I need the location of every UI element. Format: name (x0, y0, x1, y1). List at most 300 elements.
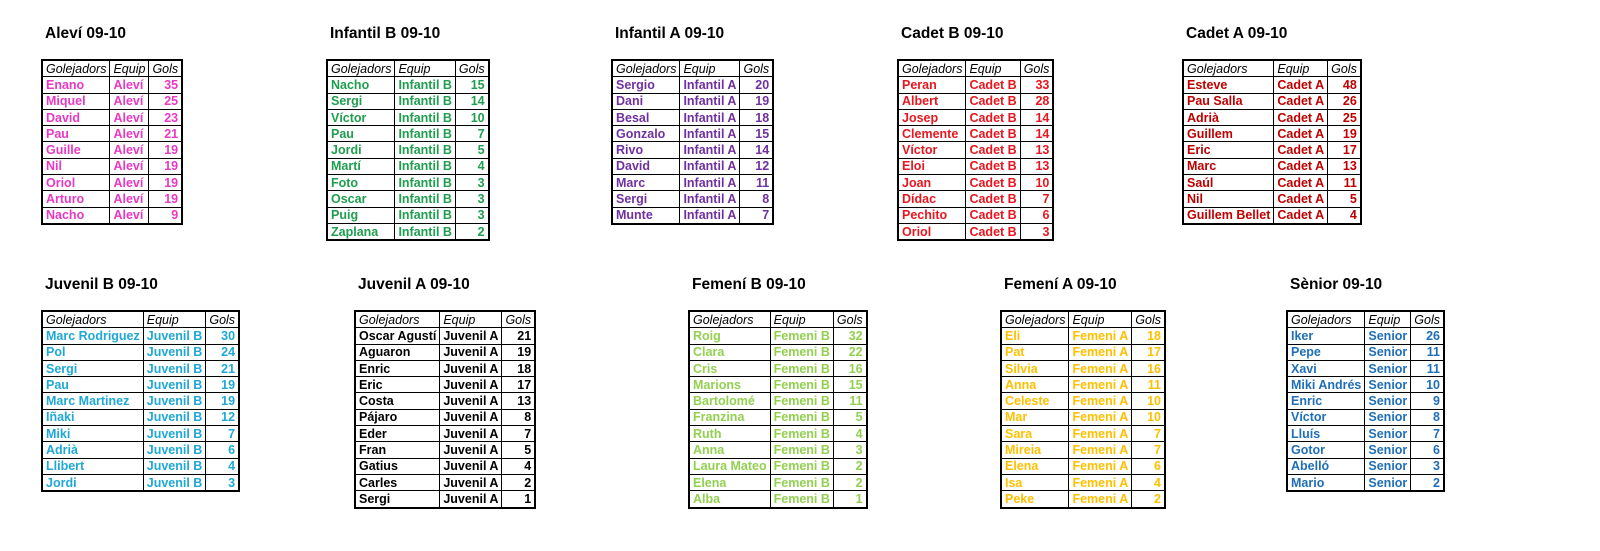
header-row (1001, 311, 1165, 328)
table-row (327, 158, 489, 174)
header-row (42, 311, 239, 328)
team-cell: Juvenil B (143, 442, 206, 458)
table-row (1183, 142, 1361, 158)
goals-cell: 7 (1132, 442, 1165, 458)
player-cell: Enric (1287, 393, 1365, 409)
player-cell: Pau Salla (1183, 93, 1274, 109)
goals-cell: 6 (206, 442, 239, 458)
goals-cell: 35 (149, 77, 182, 93)
team-cell: Aleví (110, 109, 149, 125)
table-row (1001, 360, 1165, 376)
header-player: Golejadors (1287, 311, 1365, 328)
header-goals: Gols (502, 311, 535, 328)
table-title: Infantil B 09-10 (330, 25, 441, 42)
player-cell: Jordi (42, 474, 143, 491)
header-player: Golejadors (42, 311, 143, 328)
player-cell: Eric (1183, 142, 1274, 158)
table-row (612, 77, 773, 93)
table-row (898, 191, 1053, 207)
team-cell: Senior (1365, 360, 1411, 376)
player-cell: Isa (1001, 474, 1069, 490)
team-cell: Aleví (110, 142, 149, 158)
player-cell: Enano (42, 77, 110, 93)
goals-cell: 26 (1411, 328, 1444, 344)
header-row (355, 311, 535, 328)
scorers-table (897, 59, 1054, 241)
team-cell: Cadet A (1274, 207, 1328, 224)
table-row (355, 393, 535, 409)
team-cell: Cadet B (966, 109, 1020, 125)
table-row (355, 426, 535, 442)
header-player: Golejadors (327, 60, 395, 77)
table-row (42, 393, 239, 409)
team-cell: Juvenil B (143, 377, 206, 393)
team-cell: Infantil A (680, 191, 740, 207)
table-row (1001, 344, 1165, 360)
goals-cell: 30 (206, 328, 239, 344)
table-row (42, 77, 182, 93)
table-row (898, 126, 1053, 142)
table-row (1287, 474, 1444, 491)
player-cell: Eric (355, 377, 440, 393)
goals-cell: 6 (1020, 207, 1053, 223)
team-cell: Aleví (110, 93, 149, 109)
table-row (689, 344, 867, 360)
player-cell: Clara (689, 344, 770, 360)
team-cell: Infantil B (395, 175, 455, 191)
goals-cell: 7 (502, 426, 535, 442)
table-title: Juvenil B 09-10 (45, 276, 158, 293)
scorers-table (1286, 310, 1445, 492)
player-cell: David (42, 109, 110, 125)
player-cell: Elena (1001, 458, 1069, 474)
player-cell: Gotor (1287, 442, 1365, 458)
table-row (1287, 442, 1444, 458)
header-goals: Gols (1411, 311, 1444, 328)
table-row (42, 409, 239, 425)
goals-cell: 11 (1411, 344, 1444, 360)
table-row (327, 175, 489, 191)
team-cell: Infantil A (680, 142, 740, 158)
scorers-table (1182, 59, 1362, 225)
player-cell: Nil (1183, 191, 1274, 207)
header-team: Equip (966, 60, 1020, 77)
team-cell: Aleví (110, 126, 149, 142)
goals-cell: 13 (1020, 158, 1053, 174)
player-cell: Adrià (42, 442, 143, 458)
table-row (355, 458, 535, 474)
player-cell: Oriol (898, 223, 966, 240)
player-cell: Munte (612, 207, 680, 224)
team-cell: Femeni B (770, 409, 833, 425)
goals-cell: 15 (833, 377, 866, 393)
goals-cell: 19 (149, 142, 182, 158)
goals-cell: 17 (502, 377, 535, 393)
goals-cell: 15 (455, 77, 488, 93)
team-cell: Infantil B (395, 158, 455, 174)
team-cell: Cadet B (966, 158, 1020, 174)
team-cell: Senior (1365, 474, 1411, 491)
header-goals: Gols (833, 311, 866, 328)
table-row (355, 474, 535, 490)
table-row (1183, 126, 1361, 142)
table-row (355, 360, 535, 376)
goals-cell: 5 (833, 409, 866, 425)
table-row (1287, 360, 1444, 376)
player-cell: Albert (898, 93, 966, 109)
table-title: Cadet A 09-10 (1186, 25, 1288, 42)
player-cell: Cris (689, 360, 770, 376)
player-cell: Silvia (1001, 360, 1069, 376)
goals-cell: 17 (1328, 142, 1361, 158)
table-row (1001, 426, 1165, 442)
player-cell: Roig (689, 328, 770, 344)
player-cell: Mar (1001, 409, 1069, 425)
player-cell: Miquel (42, 93, 110, 109)
player-cell: Marc (612, 175, 680, 191)
team-cell: Femeni A (1069, 458, 1132, 474)
table-row (42, 328, 239, 344)
header-row (612, 60, 773, 77)
table-row (898, 223, 1053, 240)
table-row (42, 426, 239, 442)
player-cell: Oscar Agustí (355, 328, 440, 344)
goals-cell: 10 (1132, 409, 1165, 425)
team-cell: Infantil A (680, 93, 740, 109)
team-cell: Senior (1365, 377, 1411, 393)
table-row (355, 328, 535, 344)
team-cell: Juvenil A (440, 328, 502, 344)
team-cell: Infantil B (395, 191, 455, 207)
team-cell: Senior (1365, 426, 1411, 442)
player-cell: Enric (355, 360, 440, 376)
player-cell: Carles (355, 474, 440, 490)
player-cell: Pat (1001, 344, 1069, 360)
team-cell: Infantil B (395, 142, 455, 158)
table-row (1287, 393, 1444, 409)
team-cell: Femeni A (1069, 393, 1132, 409)
player-cell: Víctor (1287, 409, 1365, 425)
table-row (42, 93, 182, 109)
team-cell: Femeni A (1069, 442, 1132, 458)
goals-cell: 8 (740, 191, 773, 207)
goals-cell: 4 (1328, 207, 1361, 224)
table-row (612, 109, 773, 125)
goals-cell: 25 (1328, 109, 1361, 125)
table-row (898, 77, 1053, 93)
team-cell: Femeni A (1069, 360, 1132, 376)
team-cell: Cadet B (966, 93, 1020, 109)
player-cell: Eloi (898, 158, 966, 174)
player-cell: Miki Andrés (1287, 377, 1365, 393)
player-cell: Peke (1001, 491, 1069, 508)
goals-cell: 9 (149, 207, 182, 224)
team-cell: Femeni A (1069, 409, 1132, 425)
team-cell: Femeni B (770, 360, 833, 376)
goals-cell: 2 (502, 474, 535, 490)
goals-cell: 3 (455, 207, 488, 223)
goals-cell: 13 (1328, 158, 1361, 174)
header-player: Golejadors (1183, 60, 1274, 77)
table-row (612, 207, 773, 224)
player-cell: Fran (355, 442, 440, 458)
table-row (1001, 458, 1165, 474)
team-cell: Juvenil A (440, 474, 502, 490)
table-row (327, 191, 489, 207)
team-cell: Senior (1365, 344, 1411, 360)
team-cell: Femeni B (770, 491, 833, 508)
player-cell: Foto (327, 175, 395, 191)
goals-cell: 6 (1411, 442, 1444, 458)
goals-cell: 19 (206, 377, 239, 393)
team-cell: Cadet A (1274, 142, 1328, 158)
player-cell: Bartolomé (689, 393, 770, 409)
player-cell: Eder (355, 426, 440, 442)
player-cell: Costa (355, 393, 440, 409)
table-row (689, 442, 867, 458)
player-cell: Lluís (1287, 426, 1365, 442)
goals-cell: 11 (1411, 360, 1444, 376)
player-cell: Sara (1001, 426, 1069, 442)
scorers-table (354, 310, 536, 509)
goals-cell: 3 (1020, 223, 1053, 240)
team-cell: Cadet A (1274, 191, 1328, 207)
player-cell: Sergi (355, 491, 440, 508)
team-cell: Femeni B (770, 442, 833, 458)
table-row (689, 393, 867, 409)
team-cell: Aleví (110, 175, 149, 191)
table-row (689, 409, 867, 425)
table-row (1287, 409, 1444, 425)
team-cell: Infantil A (680, 158, 740, 174)
goals-cell: 7 (206, 426, 239, 442)
scorers-table (41, 59, 183, 225)
team-cell: Senior (1365, 458, 1411, 474)
goals-cell: 19 (149, 158, 182, 174)
player-cell: Gonzalo (612, 126, 680, 142)
team-cell: Juvenil A (440, 491, 502, 508)
header-team: Equip (395, 60, 455, 77)
team-cell: Femeni B (770, 393, 833, 409)
table-row (327, 93, 489, 109)
table-row (689, 474, 867, 490)
player-cell: Jordi (327, 142, 395, 158)
table-row (612, 142, 773, 158)
table-row (1001, 377, 1165, 393)
scorers-table (688, 310, 868, 509)
table-row (1001, 393, 1165, 409)
goals-cell: 12 (206, 409, 239, 425)
header-row (327, 60, 489, 77)
goals-cell: 2 (1411, 474, 1444, 491)
player-cell: Aguaron (355, 344, 440, 360)
team-cell: Cadet A (1274, 93, 1328, 109)
team-cell: Aleví (110, 191, 149, 207)
player-cell: Dani (612, 93, 680, 109)
goals-cell: 14 (1020, 126, 1053, 142)
player-cell: Iñaki (42, 409, 143, 425)
header-team: Equip (680, 60, 740, 77)
header-player: Golejadors (689, 311, 770, 328)
table-row (1287, 377, 1444, 393)
header-goals: Gols (455, 60, 488, 77)
team-cell: Aleví (110, 207, 149, 224)
team-cell: Femeni B (770, 474, 833, 490)
table-title: Aleví 09-10 (45, 25, 126, 42)
goals-cell: 7 (1132, 426, 1165, 442)
player-cell: Dídac (898, 191, 966, 207)
table-row (42, 344, 239, 360)
goals-cell: 19 (149, 175, 182, 191)
table-title: Femení A 09-10 (1004, 276, 1117, 293)
goals-cell: 1 (833, 491, 866, 508)
goals-cell: 18 (502, 360, 535, 376)
team-cell: Infantil B (395, 223, 455, 240)
team-cell: Juvenil A (440, 409, 502, 425)
team-cell: Juvenil B (143, 458, 206, 474)
team-cell: Infantil B (395, 126, 455, 142)
team-cell: Juvenil B (143, 426, 206, 442)
team-cell: Femeni A (1069, 344, 1132, 360)
header-goals: Gols (1020, 60, 1053, 77)
goals-cell: 18 (740, 109, 773, 125)
player-cell: Nacho (42, 207, 110, 224)
team-cell: Cadet A (1274, 158, 1328, 174)
goals-cell: 19 (502, 344, 535, 360)
table-row (42, 474, 239, 491)
team-cell: Juvenil B (143, 360, 206, 376)
player-cell: Besal (612, 109, 680, 125)
team-cell: Juvenil A (440, 458, 502, 474)
table-row (1001, 491, 1165, 508)
header-goals: Gols (1132, 311, 1165, 328)
goals-cell: 4 (206, 458, 239, 474)
goals-cell: 19 (740, 93, 773, 109)
scorers-table (41, 310, 240, 492)
table-row (1287, 344, 1444, 360)
team-cell: Infantil B (395, 93, 455, 109)
team-cell: Senior (1365, 393, 1411, 409)
table-row (42, 175, 182, 191)
goals-cell: 4 (833, 426, 866, 442)
player-cell: Eli (1001, 328, 1069, 344)
team-cell: Aleví (110, 77, 149, 93)
goals-cell: 9 (1411, 393, 1444, 409)
team-cell: Juvenil B (143, 393, 206, 409)
table-row (355, 377, 535, 393)
team-cell: Cadet B (966, 175, 1020, 191)
table-row (689, 360, 867, 376)
goals-cell: 6 (1132, 458, 1165, 474)
team-cell: Juvenil A (440, 442, 502, 458)
goals-cell: 19 (149, 191, 182, 207)
player-cell: Sergio (612, 77, 680, 93)
goals-cell: 3 (206, 474, 239, 491)
player-cell: Puig (327, 207, 395, 223)
table-row (42, 142, 182, 158)
player-cell: Iker (1287, 328, 1365, 344)
team-cell: Aleví (110, 158, 149, 174)
goals-cell: 8 (502, 409, 535, 425)
team-cell: Cadet A (1274, 109, 1328, 125)
player-cell: Saúl (1183, 175, 1274, 191)
team-cell: Cadet B (966, 77, 1020, 93)
team-cell: Cadet B (966, 142, 1020, 158)
player-cell: Sergi (327, 93, 395, 109)
table-row (327, 223, 489, 240)
team-cell: Cadet B (966, 126, 1020, 142)
goals-cell: 4 (455, 158, 488, 174)
player-cell: Sergi (612, 191, 680, 207)
goals-cell: 21 (149, 126, 182, 142)
player-cell: Joan (898, 175, 966, 191)
table-row (355, 442, 535, 458)
goals-cell: 4 (502, 458, 535, 474)
goals-cell: 33 (1020, 77, 1053, 93)
goals-cell: 12 (740, 158, 773, 174)
player-cell: Pol (42, 344, 143, 360)
table-title: Cadet B 09-10 (901, 25, 1004, 42)
team-cell: Femeni B (770, 328, 833, 344)
player-cell: Anna (1001, 377, 1069, 393)
table-row (1183, 175, 1361, 191)
player-cell: Elena (689, 474, 770, 490)
player-cell: Guillem (1183, 126, 1274, 142)
goals-cell: 23 (149, 109, 182, 125)
player-cell: Pepe (1287, 344, 1365, 360)
player-cell: Mireia (1001, 442, 1069, 458)
scorers-table (326, 59, 490, 241)
goals-cell: 20 (740, 77, 773, 93)
player-cell: Marc (1183, 158, 1274, 174)
goals-cell: 32 (833, 328, 866, 344)
goals-cell: 21 (206, 360, 239, 376)
table-row (42, 126, 182, 142)
table-row (612, 158, 773, 174)
goals-cell: 7 (455, 126, 488, 142)
player-cell: Pechito (898, 207, 966, 223)
player-cell: Celeste (1001, 393, 1069, 409)
goals-cell: 19 (206, 393, 239, 409)
table-row (355, 409, 535, 425)
header-team: Equip (770, 311, 833, 328)
player-cell: Víctor (327, 109, 395, 125)
table-row (689, 426, 867, 442)
team-cell: Femeni A (1069, 474, 1132, 490)
goals-cell: 2 (455, 223, 488, 240)
player-cell: Martí (327, 158, 395, 174)
table-row (689, 491, 867, 508)
table-row (612, 191, 773, 207)
player-cell: Marc Rodriguez (42, 328, 143, 344)
goals-cell: 10 (1411, 377, 1444, 393)
goals-cell: 3 (1411, 458, 1444, 474)
table-row (42, 377, 239, 393)
table-row (1183, 191, 1361, 207)
header-goals: Gols (206, 311, 239, 328)
player-cell: Anna (689, 442, 770, 458)
goals-cell: 19 (1328, 126, 1361, 142)
table-row (612, 175, 773, 191)
table-row (1183, 77, 1361, 93)
player-cell: Rivo (612, 142, 680, 158)
goals-cell: 16 (833, 360, 866, 376)
table-row (42, 158, 182, 174)
table-row (42, 458, 239, 474)
header-team: Equip (1069, 311, 1132, 328)
table-row (327, 126, 489, 142)
header-team: Equip (1274, 60, 1328, 77)
